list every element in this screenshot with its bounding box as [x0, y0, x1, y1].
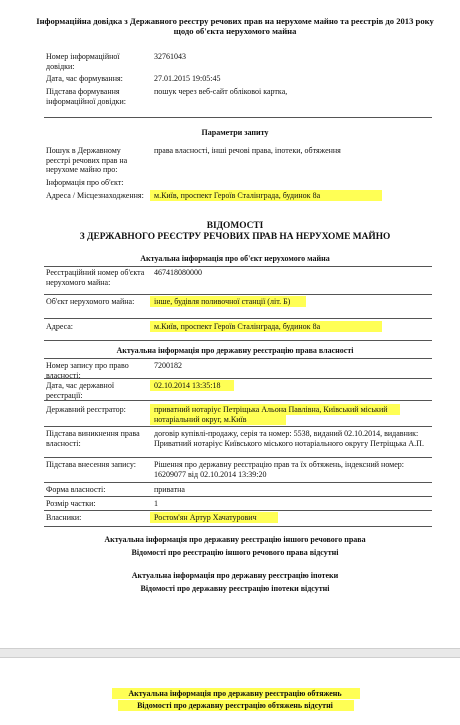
ownership-value: приватна — [154, 485, 185, 494]
ownership-value-date: 02.10.2014 13:35:18 — [154, 381, 221, 390]
info-value: пошук через веб-сайт обліковоі картка, — [154, 87, 288, 96]
object-value: 467418080000 — [154, 268, 202, 277]
query-label: Інформація про об'єкт: — [46, 178, 124, 187]
divider — [44, 266, 432, 267]
divider — [44, 400, 432, 401]
info-label: Підстава формування інформаційної довідки: — [46, 87, 126, 106]
object-label: Реєстраційний номер об'єкта нерухомого майна: — [46, 268, 145, 287]
info-value: 32761043 — [154, 52, 186, 61]
divider — [44, 340, 432, 341]
query-value-address: м.Київ, проспект Героїв Сталінграда, будинок 8а — [154, 191, 321, 200]
encumbrance-title: Актуальна інформація про державну реєстрацію обтяжень — [128, 689, 342, 698]
info-value: 27.01.2015 19:05:45 — [154, 74, 221, 83]
ownership-label: Власники: — [46, 513, 82, 522]
ownership-value-registrar: приватний нотаріус Петріщька Альона Павлівна, Київський міський нотаріальний округ, м.Київ — [154, 405, 388, 424]
divider — [44, 294, 432, 295]
divider — [44, 378, 432, 379]
document-title: Інформаційна довідка з Державного реєстру речових прав на нерухоме майно та реєстрів до 2013 року щодо об'єкта нерухомого майна — [36, 16, 434, 36]
query-value: права власності, інші речові права, іпотеки, обтяження — [154, 146, 341, 155]
ownership-value: 7200182 — [154, 361, 182, 370]
ownership-label: Підстава внесення запису: — [46, 460, 136, 469]
divider — [44, 358, 432, 359]
object-label: Адреса: — [46, 322, 74, 331]
divider — [44, 526, 432, 527]
divider — [44, 482, 432, 483]
document-page-2 — [0, 658, 460, 725]
info-label: Дата, час формування: — [46, 74, 123, 83]
object-value-address: м.Київ, проспект Героїв Сталінграда, будинок 8а — [154, 322, 321, 331]
divider — [44, 426, 432, 427]
ownership-section-title: Актуальна інформація про державну реєстрацію права власності — [116, 346, 354, 355]
ownership-label: Форма власності: — [46, 485, 106, 494]
ownership-label: Дата, час державної реєстрації: — [46, 381, 115, 400]
ownership-value-owner: Ростом'ян Артур Хачатурович — [154, 513, 257, 522]
ownership-value: договір купівлі-продажу, серія та номер: 5538, виданий 02.10.2014, видавник: Приватний нотаріус Київського міського нотаріального округу Петріщька А.П. — [154, 429, 424, 448]
ownership-label: Номер запису про право власності: — [46, 361, 129, 380]
query-section-title: Параметри запиту — [201, 128, 269, 137]
ownership-label: Розмір частки: — [46, 499, 96, 508]
object-value-type: інше, будівля поливочної станції (літ. Б) — [154, 297, 291, 306]
mortgage-note: Відомості про державну реєстрацію іпотеки відсутні — [140, 584, 330, 593]
query-label: Пошук в Державному реєстрі речових прав на нерухоме майно про: — [46, 146, 128, 174]
ownership-label: Державний реєстратор: — [46, 405, 126, 414]
object-label: Об'єкт нерухомого майна: — [46, 297, 135, 306]
divider — [44, 457, 432, 458]
section-title-2: З ДЕРЖАВНОГО РЕЄСТРУ РЕЧОВИХ ПРАВ НА НЕРУХОМЕ МАЙНО — [79, 232, 391, 242]
encumbrance-note: Відомості про державну реєстрацію обтяжень відсутні — [137, 701, 333, 710]
ownership-value: Рішення про державну реєстрацію прав та їх обтяжень, індексний номер: 16209077 від 02.10.2014 13:39:20 — [154, 460, 405, 479]
ownership-label: Підстава виникнення права власності: — [46, 429, 140, 448]
object-section-title: Актуальна інформація про об'єкт нерухомого майна — [140, 254, 330, 263]
query-label: Адреса / Місцезнаходження: — [46, 191, 144, 200]
divider — [44, 318, 432, 319]
section-title-1: ВІДОМОСТІ — [206, 221, 264, 231]
page-break — [0, 648, 460, 658]
info-label: Номер інформаційної довідки: — [46, 52, 120, 71]
mortgage-title: Актуальна інформація про державну реєстрацію іпотеки — [131, 571, 339, 580]
divider — [44, 496, 432, 497]
other-rights-title: Актуальна інформація про державну реєстрацію іншого речового права — [104, 535, 366, 544]
ownership-value: 1 — [154, 499, 158, 508]
divider — [44, 510, 432, 511]
divider — [44, 117, 432, 118]
other-rights-note: Відомості про реєстрацію іншого речового права відсутні — [131, 548, 339, 557]
